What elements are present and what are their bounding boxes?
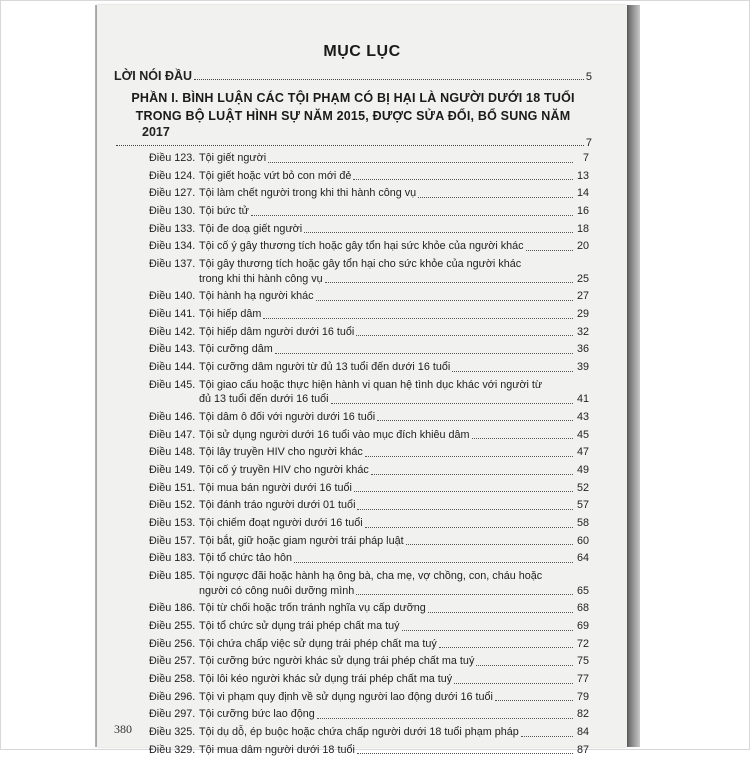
leader-dots <box>116 144 584 146</box>
toc-entry <box>149 637 589 652</box>
article-number: Điều 185. <box>149 570 196 583</box>
toc-entry <box>149 222 589 237</box>
article-number: Điều 296. <box>149 690 196 703</box>
article-title: Tội ngược đãi hoặc hành hạ ông bà, cha mẹ, vợ chồng, con, cháu hoặc <box>199 570 543 583</box>
page-ref: 20 <box>576 240 589 253</box>
leader-dots <box>365 456 573 457</box>
page-ref: 60 <box>576 534 589 547</box>
toc-entry <box>149 463 589 478</box>
toc-entry <box>149 204 589 219</box>
article-number: Điều 123. <box>149 152 196 164</box>
leader-dots <box>526 250 573 251</box>
leader-dots <box>495 700 573 701</box>
leader-dots <box>365 527 573 528</box>
part1-title-line1: PHẦN I. BÌNH LUẬN CÁC TỘI PHẠM CÓ BỊ HẠI LÀ NGƯỜI DƯỚI 18 TUỔI <box>131 91 575 105</box>
article-title: Tội mua dâm người dưới 18 tuổi <box>199 743 355 756</box>
page-ref: 18 <box>576 222 589 235</box>
article-title: Tội bức tử <box>199 205 249 218</box>
page-ref: 32 <box>576 325 589 338</box>
page-ref: 72 <box>576 637 589 650</box>
leader-dots <box>294 562 573 563</box>
part1-title-line3: 2017 <box>142 125 170 139</box>
toc-entry <box>149 498 589 513</box>
toc-entry <box>149 186 589 201</box>
article-title: Tội chứa chấp việc sử dụng trái phép chất ma tuý <box>199 637 437 650</box>
article-title: Tội giết người <box>199 152 267 164</box>
article-number: Điều 134. <box>149 240 196 253</box>
article-title: Tội lây truyền HIV cho người khác <box>199 446 363 459</box>
article-number: Điều 329. <box>149 743 196 756</box>
leader-dots <box>454 683 573 684</box>
article-title: Tội từ chối hoặc trốn tránh nghĩa vụ cấp dưỡng <box>199 602 426 615</box>
article-number: Điều 130. <box>149 205 196 218</box>
page-ref: 79 <box>576 690 589 703</box>
toc-entry <box>149 743 589 758</box>
article-title: Tội bắt, giữ hoặc giam người trái pháp luật <box>199 534 404 547</box>
leader-dots <box>521 736 573 737</box>
book-page <box>97 5 627 756</box>
article-number: Điều 142. <box>149 325 196 338</box>
toc-entry <box>149 707 589 722</box>
leader-dots <box>317 718 573 719</box>
page-ref: 65 <box>576 584 589 597</box>
article-title: Tội cưỡng bức người khác sử dụng trái phép chất ma tuý <box>199 655 475 668</box>
article-number: Điều 133. <box>149 222 196 235</box>
toc-entry <box>149 551 589 566</box>
leader-dots <box>331 403 573 404</box>
article-title: Tội cưỡng dâm <box>199 343 273 356</box>
toc-entry <box>149 481 589 496</box>
article-number: Điều 256. <box>149 637 196 650</box>
leader-dots <box>304 232 573 233</box>
page-number: 380 <box>114 722 132 736</box>
page-ref: 41 <box>576 393 589 406</box>
part1-page: 7 <box>585 137 592 149</box>
leader-dots <box>353 179 573 180</box>
leader-dots <box>325 282 573 283</box>
page-ref: 7 <box>582 152 589 164</box>
toc-entry <box>149 619 589 634</box>
toc-entry <box>149 690 589 705</box>
page-ref: 82 <box>576 708 589 721</box>
leader-dots <box>452 371 573 372</box>
page-ref: 75 <box>576 655 589 668</box>
leader-dots <box>356 335 573 336</box>
article-title: Tội sử dụng người dưới 16 tuổi vào mục đích khiêu dâm <box>199 428 470 441</box>
article-title: Tội giao cấu hoặc thực hiện hành vi quan hệ tình dục khác với người từ <box>199 378 543 391</box>
article-number: Điều 183. <box>149 552 196 565</box>
article-title: Tội đánh tráo người dưới 01 tuổi <box>199 499 356 512</box>
page-ref: 84 <box>576 726 589 739</box>
article-title: Tội đe doạ giết người <box>199 222 303 235</box>
leader-dots <box>275 353 573 354</box>
toc-entry <box>149 601 589 616</box>
article-number: Điều 149. <box>149 464 196 476</box>
page-ref: 52 <box>576 481 589 494</box>
leader-dots <box>194 78 584 80</box>
page-ref: 45 <box>576 428 589 441</box>
article-title: Tội mua bán người dưới 16 tuổi <box>199 481 352 494</box>
toc-entry <box>149 169 589 184</box>
leader-dots <box>439 647 573 648</box>
toc-entry <box>149 239 589 254</box>
leader-dots <box>402 630 573 631</box>
article-number: Điều 147. <box>149 428 196 441</box>
page-ref: 16 <box>576 205 589 218</box>
page-ref: 49 <box>576 464 589 476</box>
page-ref: 39 <box>576 361 589 374</box>
leader-dots <box>316 300 573 301</box>
article-number: Điều 157. <box>149 534 196 547</box>
article-number: Điều 255. <box>149 620 196 632</box>
page-ref: 29 <box>576 308 589 320</box>
article-title: Tội cố ý truyền HIV cho người khác <box>199 464 369 476</box>
article-number: Điều 186. <box>149 602 196 615</box>
article-title: Tội làm chết người trong khi thi hành công vụ <box>199 187 417 200</box>
page-ref: 27 <box>576 290 589 303</box>
page-ref: 43 <box>576 410 589 423</box>
article-number: Điều 152. <box>149 499 196 512</box>
article-number: Điều 144. <box>149 361 196 374</box>
article-title: Tội lôi kéo người khác sử dụng trái phép chất ma tuý <box>199 673 453 686</box>
toc-entry <box>149 428 589 443</box>
article-number: Điều 297. <box>149 708 196 721</box>
leader-dots <box>472 438 573 439</box>
leader-dots <box>251 215 573 216</box>
toc-entry <box>149 410 589 425</box>
leader-dots <box>268 162 573 163</box>
article-title: Tội cố ý gây thương tích hoặc gây tổn hại sức khỏe của người khác <box>199 240 524 253</box>
toc-entry <box>149 289 589 304</box>
toc-entry <box>149 342 589 357</box>
leader-dots <box>406 544 573 545</box>
article-number: Điều 146. <box>149 410 196 423</box>
part1-heading <box>114 89 592 149</box>
article-number: Điều 143. <box>149 343 196 356</box>
article-title: Tội cưỡng bức lao động <box>199 708 315 721</box>
preface-label: LỜI NÓI ĐẦU <box>114 69 193 83</box>
toc-entry <box>149 151 589 166</box>
page-ref: 14 <box>576 187 589 200</box>
toc-entries <box>149 151 589 761</box>
toc-entry <box>149 569 589 598</box>
toc-entry <box>149 325 589 340</box>
leader-dots <box>377 420 573 421</box>
page-ref: 77 <box>576 673 589 686</box>
article-title-continued: đủ 13 tuổi đến dưới 16 tuổi <box>199 393 329 406</box>
leader-dots <box>354 491 573 492</box>
preface-line <box>114 69 592 83</box>
article-title: Tội tổ chức tảo hôn <box>199 552 293 565</box>
article-number: Điều 145. <box>149 378 196 391</box>
article-title-continued: trong khi thi hành công vụ <box>199 272 323 285</box>
leader-dots <box>371 474 573 475</box>
toc-entry <box>149 654 589 669</box>
part1-title-line2: TRONG BỘ LUẬT HÌNH SỰ NĂM 2015, ĐƯỢC SỬA ĐỔI, BỔ SUNG NĂM <box>135 109 571 123</box>
article-title: Tội hiếp dâm người dưới 16 tuổi <box>199 325 355 338</box>
article-title: Tội hiếp dâm <box>199 308 262 320</box>
toc-entry <box>149 360 589 375</box>
article-number: Điều 124. <box>149 169 196 182</box>
article-number: Điều 151. <box>149 481 196 494</box>
page-ref: 58 <box>576 517 589 530</box>
page-ref: 36 <box>576 343 589 356</box>
preface-page: 5 <box>585 71 592 83</box>
leader-dots <box>357 753 573 754</box>
page-ref: 64 <box>576 552 589 565</box>
leader-dots <box>356 594 573 595</box>
article-number: Điều 153. <box>149 517 196 530</box>
page-ref: 68 <box>576 602 589 615</box>
page-ref: 25 <box>576 272 589 285</box>
article-title: Tội chiếm đoạt người dưới 16 tuổi <box>199 517 363 530</box>
article-number: Điều 140. <box>149 290 196 303</box>
article-title: Tội vi phạm quy định về sử dụng người lao động dưới 16 tuổi <box>199 690 493 703</box>
article-number: Điều 127. <box>149 187 196 200</box>
article-title: Tội gây thương tích hoặc gây tổn hại cho sức khỏe của người khác <box>199 258 522 271</box>
toc-entry <box>149 378 589 407</box>
toc-entry <box>149 534 589 549</box>
toc-entry <box>149 725 589 740</box>
article-title-continued: người có công nuôi dưỡng mình <box>199 584 355 597</box>
article-number: Điều 137. <box>149 258 196 271</box>
page-ref: 13 <box>576 169 589 182</box>
toc-entry <box>149 445 589 460</box>
leader-dots <box>418 197 573 198</box>
toc-entry <box>149 257 589 286</box>
article-title: Tội cưỡng dâm người từ đủ 13 tuổi đến dưới 16 tuổi <box>199 361 451 374</box>
page-ref: 57 <box>576 499 589 512</box>
article-title: Tội giết hoặc vứt bỏ con mới đẻ <box>199 169 352 182</box>
leader-dots <box>428 612 573 613</box>
page-ref: 87 <box>576 743 589 756</box>
article-number: Điều 257. <box>149 655 196 668</box>
article-number: Điều 325. <box>149 726 196 739</box>
article-number: Điều 258. <box>149 673 196 686</box>
article-title: Tội dâm ô đối với người dưới 16 tuổi <box>199 410 376 423</box>
article-number: Điều 141. <box>149 308 196 320</box>
article-number: Điều 148. <box>149 446 196 459</box>
leader-dots <box>263 318 573 319</box>
article-title: Tội tổ chức sử dụng trái phép chất ma tuý <box>199 620 400 632</box>
toc-entry <box>149 307 589 322</box>
page-ref: 69 <box>576 620 589 632</box>
leader-dots <box>476 665 573 666</box>
toc-entry <box>149 672 589 687</box>
leader-dots <box>357 509 573 510</box>
page-title: MỤC LỤC <box>323 43 401 60</box>
page-ref: 47 <box>576 446 589 459</box>
article-title: Tội dụ dỗ, ép buộc hoặc chứa chấp người dưới 18 tuổi phạm pháp <box>199 726 519 739</box>
article-title: Tội hành hạ người khác <box>199 290 314 303</box>
toc-entry <box>149 516 589 531</box>
